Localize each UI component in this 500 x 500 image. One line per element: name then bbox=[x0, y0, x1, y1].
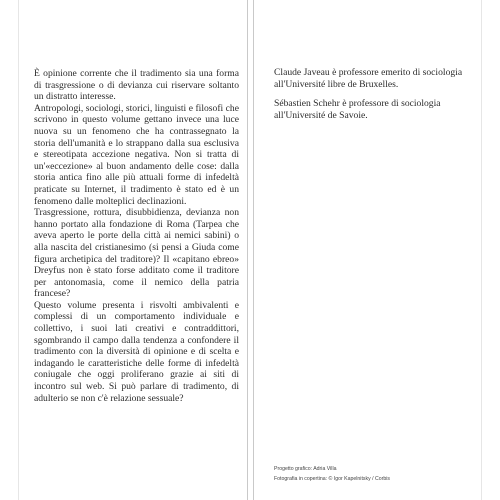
graphic-design-credit: Progetto grafico: Adria Villa bbox=[274, 466, 337, 472]
cover-photo-credit: Fotografia in copertina: © Igor Kapelnitsky / Corbis bbox=[274, 476, 390, 482]
author-bio-javeau: Claude Javeau è professore emerito di sociologia all'Université libre de Bruxelles. bbox=[274, 67, 463, 90]
credits bbox=[274, 464, 474, 484]
description-paragraph: Antropologi, sociologi, storici, linguisti e filosofi che scrivono in questo volume gettano invece una luce nuova su un fenomeno che ha contrassegnato la storia dell'umanità e lo strappano dalla sua esclusiva e stereotipata accezione negativa. Non si tratta di un'«eccezione» al buon andamento delle cose: dalla storia antica fino alle più attuali forme di infedeltà praticate su Internet, il tradimento è stato ed è un fenomeno dalle molteplici declinazioni. bbox=[34, 102, 239, 207]
right-flap bbox=[253, 0, 482, 500]
description-paragraph: Trasgressione, rottura, disubbidienza, devianza non hanno portato alla fondazione di Roma (Tarpea che aveva aperto le porte della città ai nemici sabini) o alla nascita del cristianesimo (si pensi a Giuda come figura archetipica del traditore)? Il «capitano ebreo» Dreyfus non è stato forse additato come il traditore per antonomasia, come il nemico della patria francese? bbox=[34, 207, 239, 300]
description-paragraph: È opinione corrente che il tradimento sia una forma di trasgressione o di devianza cui riservare soltanto un distratto interesse. bbox=[34, 68, 239, 103]
left-flap bbox=[18, 0, 248, 500]
description-paragraph: Questo volume presenta i risvolti ambivalenti e complessi di un comportamento individuale e collettivo, i suoi lati creativi e contraddittori, sgombrando il campo dalla tendenza a confondere il tradimento con la diversità di opinione e di scelta e indagando le caratteristiche delle forme di infedeltà coniugale che oggi proliferano grazie ai siti di incontro sul web. Si può parlare di tradimento, di adulterio se non c'è relazione sessuale? bbox=[34, 299, 239, 404]
book-description bbox=[34, 68, 239, 404]
author-bios bbox=[274, 67, 469, 129]
author-bio-schehr: Sébastien Schehr è professore di sociologia all'Université de Savoie. bbox=[274, 98, 441, 121]
